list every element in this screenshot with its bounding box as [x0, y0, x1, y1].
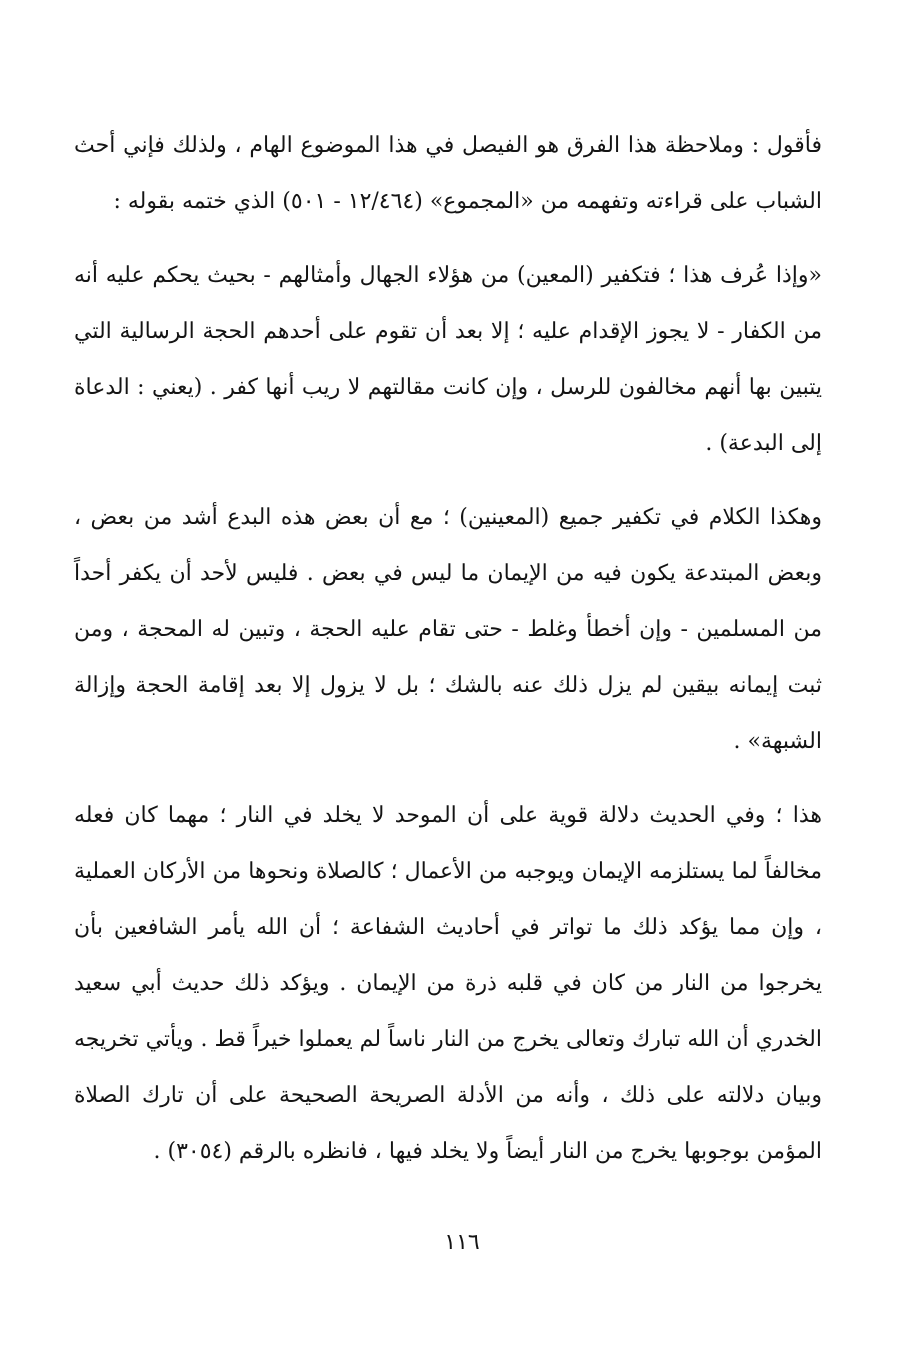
paragraph-1: فأقول : وملاحظة هذا الفرق هو الفيصل في هذا الموضوع الهام ، ولذلك فإني أحث الشباب على قراءته وتفهمه من «المجموع» (١٢/٤٦٤ - ٥٠١) الذي ختمه بقوله : — [74, 133, 822, 214]
paragraph-2: «وإذا عُرف هذا ؛ فتكفير (المعين) من هؤلاء الجهال وأمثالهم - بحيث يحكم عليه أنه من الكفار - لا يجوز الإقدام عليه ؛ إلا بعد أن تقوم على أحدهم الحجة الرسالية التي يتبين بها أنهم مخالفون للرسل ، وإن كانت مقالتهم لا ريب أنها كفر . (يعني : الدعاة إلى البدعة) . — [74, 263, 822, 456]
page-number: ١١٦ — [444, 1230, 480, 1255]
paragraph-4: هذا ؛ وفي الحديث دلالة قوية على أن الموحد لا يخلد في النار ؛ مهما كان فعله مخالفاً لما يستلزمه الإيمان ويوجبه من الأعمال ؛ كالصلاة ونحوها من الأركان العملية ، وإن مما يؤكد ذلك ما تواتر في أحاديث الشفاعة ؛ أن الله يأمر الشافعين بأن يخرجوا من النار من كان في قلبه ذرة من الإيمان . ويؤكد ذلك حديث أبي سعيد الخدري أن الله تبارك وتعالى يخرج من النار ناساً لم يعملوا خيراً قط . ويأتي تخريجه وبيان دلالته على ذلك ، وأنه من الأدلة الصريحة الصحيحة على أن تارك الصلاة المؤمن بوجوبها يخرج من النار أيضاً ولا يخلد فيها ، فانظره بالرقم (٣٠٥٤) . — [74, 803, 822, 1164]
page-body — [74, 118, 822, 1180]
paragraph-3: وهكذا الكلام في تكفير جميع (المعينين) ؛ مع أن بعض هذه البدع أشد من بعض ، وبعض المبتدعة يكون فيه من الإيمان ما ليس في بعض . فليس لأحد أن يكفر أحداً من المسلمين - وإن أخطأ وغلط - حتى تقام عليه الحجة ، وتبين له المحجة ، ومن ثبت إيمانه بيقين لم يزل ذلك عنه بالشك ؛ بل لا يزول إلا بعد إقامة الحجة وإزالة الشبهة» . — [74, 505, 822, 754]
